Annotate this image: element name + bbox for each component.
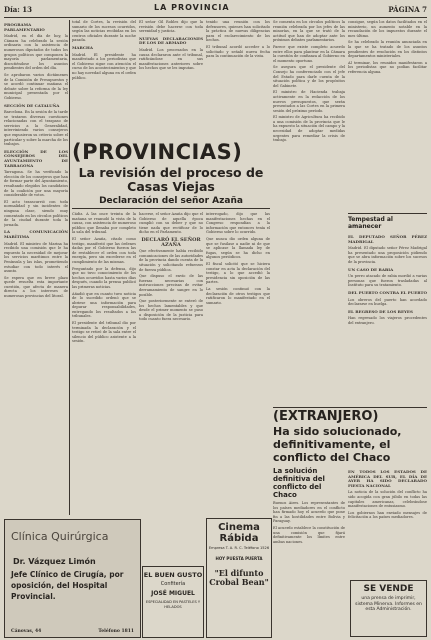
lead-subtitle: La revisión del proceso de Casas Viejas	[78, 165, 264, 194]
gusto-title: EL BUEN GUSTO	[143, 571, 203, 579]
column-3-bottom: hacerse, el señor Azaña dijo que el Gobierno de aquella época cumplió con su deber y que no tiene nada que rectificar de lo dicho en el Parlamento. DECLARÓ EL SEÑOR AZAÑA Que efectivamente había recibido comunicaciones de las autoridades de la provincia dando cuenta de la situación y solicitando refuerzos de fuerza pública. Que dispuso el envío de las fuerzas necesarias con instrucciones precisas de evitar derramamiento de sangre en lo posible. Que posteriormente se enteró de los hechos lamentables y que desde el primer momento se puso a disposición de la justicia para todo cuanto fuera necesario.	[139, 212, 203, 322]
clinic-title: Clínica Quirúrgica	[11, 530, 109, 543]
foreign-column-2: EN TODOS LOS ESTADOS DE AMÉRICA DEL SUR, EL DÍA DE AYER HA SIDO DECLARADO FIESTA NACIONAL La noticia de la solución del conflicto ha sido acogida con gran júbilo en todas las capitales americanas, celebrándose manifestaciones de entusiasmo. Los gobiernos han enviado mensajes de felicitación a los países mediadores.	[348, 469, 427, 520]
column-1: PROGRAMA PARLAMENTARIO Madrid, en el día de hoy, la Cámara ha celebrado la sesión ordinaria con la asistencia de numerosos diputados de todos los grupos políticos que componen la mayoría parlamentaria, discutiéndose los asuntos pendientes del orden del día. Se aprobaron varios dictámenes de la Comisión de Presupuestos y se acordó continuar mañana el debate sobre la reforma de la ley municipal presentada por el Gobierno. SECCIÓN DE CATALUÑA Barcelona. En la sesión de la tarde se trataron diversas cuestiones relacionadas con el traspaso de servicios a la Generalidad, interviniendo varios consejeros que expusieron su criterio sobre el particular y sobre la marcha de los trabajos. ELECCIÓN DE LOS CONSEJEROS DEL AYUNTAMIENTO DE TARRAGONA Tarragona. Se ha verificado la elección de los consejeros que han de formar parte del Ayuntamiento, resultando elegidos los candidatos de la coalición por una mayoría considerable de votos. El acto transcurrió con toda normalidad y sin incidentes de ninguna clase, siendo muy comentado en los círculos políticos de la ciudad durante toda la jornada. LA COMUNICACIÓN MARÍTIMA Madrid. El ministro de Marina ha recibido una comisión que le ha expuesto la necesidad de mejorar los servicios marítimos entre la Península y las islas, prometiendo estudiar con todo interés el asunto. Se espera que en breve plazo quede resuelta esta importante cuestión, que afecta de manera directa a los intereses de numerosas provincias del litoral.	[4, 22, 68, 299]
foreign-sub: La solución definitiva del conflicto del Chaco	[273, 467, 325, 499]
column-2-bottom: Cádiz. A las once treinta de la mañana se reanudó la vista de la causa, con asistencia de numeroso público que llenaba por completo la sala del tribunal. El señor Azaña, citado como testigo, manifestó que las órdenes dadas por el Gobierno fueron las de restablecer el orden con toda energía, pero sin excederse en el cumplimiento de las mismas. Preguntado por la defensa, dijo que no tuvo conocimiento de los hechos ocurridos hasta varios días después, cuando la prensa publicó las primeras noticias. Añadió que en cuanto tuvo noticia de lo sucedido ordenó que se abriese una información para depurar responsabilidades, entregando los resultados a los tribunales. El presidente del tribunal dio por terminada la declaración y el testigo se retiró de la sala entre el silencio del público asistente a la sesión.	[72, 212, 136, 344]
clinic-phone: Teléfono 1811	[98, 629, 134, 634]
cinema-line: Empresa T. A. R. C. Teléfono 1526	[208, 546, 270, 550]
buen-gusto-ad	[142, 566, 204, 638]
col1-heading-3: ELECCIÓN DE LOS CONSEJEROS DEL AYUNTAMIENTO DE TARRAGONA	[4, 148, 68, 168]
se-vende-ad	[350, 580, 427, 637]
gusto-owner: JOSÉ MIGUEL	[151, 590, 195, 597]
lead-title: (PROVINCIAS)	[72, 140, 243, 164]
column-4-bottom: interrogado, dijo que las manifestaciones hechas en el Congreso respondían a la información que entonces tenía el Gobierno sobre lo ocurrido. Que nunca dio orden alguna de que se fusilase a nadie ni de que se aplicase la llamada ley de fugas, según se ha dicho en algunos periódicos. El fiscal solicitó que se hiciera constar en acta la declaración del testigo, a lo que accedió la presidencia sin oposición de las partes. La sesión continuó con la declaración de otros testigos que ratificaron lo manifestado en el sumario.	[206, 212, 270, 305]
foreign-sub2: EN TODOS LOS ESTADOS DE AMÉRICA DEL SUR, EL DÍA DE AYER HA SIDO DECLARADO FIESTA NACIONAL	[348, 469, 427, 488]
column-6-lower: EL DEPUTADO SEÑOR PÉREZ MADRIGAL Madrid. El diputado señor Pérez Madrigal ha presentado una proposición pidiendo que se abra información sobre los sucesos de la provincia. UN CASO DE RABIA Un perro atacado de rabia mordió a varias personas que fueron trasladadas al Instituto para su tratamiento. DEL PUERTO CONTRA EL PUERTO Los obreros del puerto han acordado declararse en huelga. EL REGRESO DE LOS REYES Han regresado los viajeros procedentes del extranjero.	[348, 234, 427, 325]
cinema-film: "El difunto Crobal Bean"	[209, 568, 269, 587]
clinic-ad	[4, 519, 141, 638]
right-rule	[348, 213, 427, 214]
column-rule	[69, 20, 70, 515]
column-6: consigue, según los datos facilitados en el ministerio, un aumento notable en la recaudación de los impuestos durante el mes último. Se ha celebrado la reunión anunciada en la que se ha tratado de los asuntos pendientes de resolución en los distintos departamentos ministeriales. Al terminar, los reunidos manifestaron a los periodistas que no podían facilitar referencia alguna.	[348, 20, 427, 74]
foreign-headline: Ha sido solucionado, definitivamente, el conflicto del Chaco	[273, 425, 402, 464]
cinema-title: Cinema Rábida	[218, 522, 260, 544]
se-vende-text: una prensa de imprimir, sistema Minerva. Informes en esta Administración.	[355, 596, 422, 612]
clinic-name: Dr. Vázquez Limón	[13, 557, 96, 566]
column-2-top: total de Cortes, la revisión del sumario de los sucesos ocurridos, según las noticias recibidas en los centros oficiales durante la noche pasada. MARCHA Madrid. El presidente ha manifestado a los periodistas que el Gobierno sigue con atención el curso de los acontecimientos y que no hay novedad alguna en el orden público.	[72, 20, 136, 80]
column-5: Se comenta en los círculos políticos la reunión celebrada por los jefes de las minorías, en la que se trató de la actitud que han de adoptar ante los próximos debates parlamentarios. Parece que existe completo acuerdo entre ellos para plantear en la Cámara la cuestión de confianza al Gobierno en el momento oportuno. Se asegura que el presidente del Consejo ha conferenciado con el jefe del Estado para darle cuenta de la situación política y de los propósitos del Gabinete. El ministro de Hacienda trabaja activamente en la redacción de los nuevos presupuestos, que serán presentados a las Cortes en la primera sesión del próximo período. El ministro de Agricultura ha recibido a una comisión de la provincia que le ha expuesto la situación del campo y la necesidad de adoptar medidas urgentes para remediar la crisis de trabajo.	[273, 20, 345, 143]
clinic-line: Jefe Clínico de Cirugía, por oposición, del Hospital Provincial.	[11, 570, 124, 601]
se-vende-title: SE VENDE	[363, 584, 414, 594]
foreign-title: (EXTRANJERO)	[273, 409, 379, 424]
cinema-ad	[206, 518, 272, 638]
col1-heading-1: PROGRAMA PARLAMENTARIO	[4, 22, 45, 32]
header-page: PÁGINA 7	[388, 5, 427, 14]
col1-heading-2: SECCIÓN DE CATALUÑA	[4, 102, 60, 108]
lead-sub2: DECLARÓ EL SEÑOR AZAÑA	[141, 236, 201, 248]
lead-rule	[72, 208, 270, 209]
col3-heading: NUEVAS DECLARACIONES DE LOS DE ARMADO	[139, 35, 203, 46]
column-4-top: tenido una reunión con los defensores, quienes han solicitado la práctica de nuevas diligencias para el esclarecimiento de los hechos. El tribunal acordó acceder a lo solicitado y señaló nueva fecha para la continuación de la vista.	[206, 20, 270, 59]
right-heading-3: DEL PUERTO CONTRA EL PUERTO	[348, 289, 427, 295]
col2-heading: MARCHA	[72, 44, 93, 50]
right-heading-2: UN CASO DE RABIA	[348, 266, 394, 272]
lead-deck: Declaración del señor Azaña	[99, 196, 243, 206]
header-date: Día: 13	[4, 5, 33, 14]
clinic-address: Cánovas, 44	[11, 629, 42, 634]
page-header	[4, 3, 427, 18]
right-heading-4: EL REGRESO DE LOS REYES	[348, 308, 413, 314]
foreign-column-1: Buenos Aires. Los representantes de los países mediadores en el conflicto han firmado hoy el acuerdo que pone fin a las hostilidades entre Bolivia y Paraguay. El acuerdo establece la constitución de una comisión que fijará definitivamente los límites entre ambas naciones.	[273, 501, 345, 544]
gusto-note: ESPECIALIDAD EN PASTELES Y HELADOS	[145, 600, 201, 609]
cinema-note: HOY PUESTA PUERTA	[215, 556, 263, 561]
column-3-top: El señor Gil Robles dijo que la revisión debe hacerse con toda serenidad y justicia. NUEVAS DECLARACIONES DE LOS DE ARMADO Madrid. Los procesados en la causa declararon ante el tribunal, ratificándose en sus manifestaciones anteriores sobre los hechos que se les imputan.	[139, 20, 203, 71]
masthead: LA PROVINCIA	[154, 3, 230, 12]
gusto-sub: Confitería	[160, 581, 186, 587]
col1-heading-4: LA COMUNICACIÓN MARÍTIMA	[4, 229, 68, 239]
tempest-heading: Tempestad al amanecer	[348, 216, 393, 230]
foreign-rule	[273, 407, 427, 408]
right-heading-1: EL DEPUTADO SEÑOR PÉREZ MADRIGAL	[348, 234, 427, 244]
